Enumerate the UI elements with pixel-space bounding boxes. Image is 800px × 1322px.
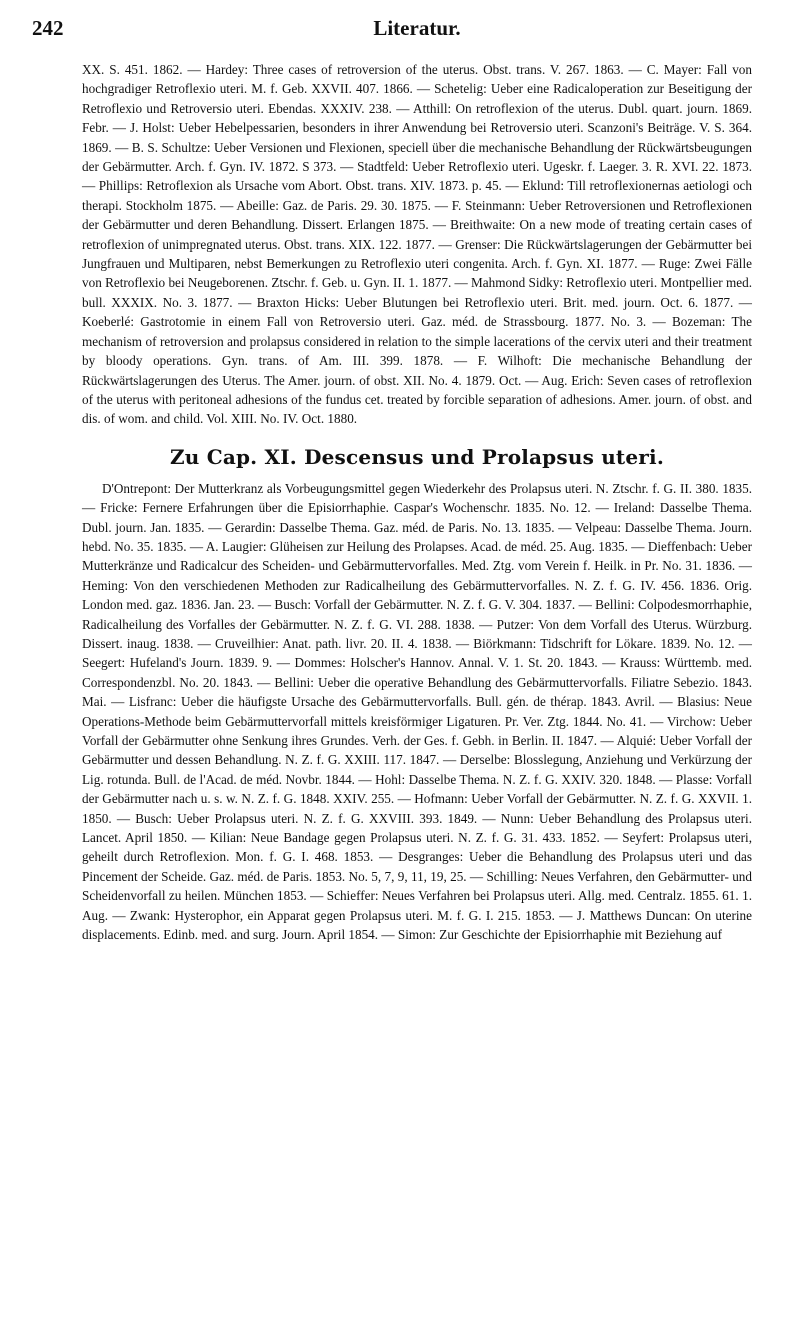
bibliography-before xyxy=(82,60,752,429)
running-head xyxy=(32,16,752,60)
running-title: Literatur. xyxy=(373,16,461,40)
bibliography-after xyxy=(82,479,752,945)
book-page xyxy=(32,16,752,944)
section-heading: Zu Cap. XI. Descensus und Prolapsus uteri. xyxy=(170,444,664,469)
bibliography-paragraph: XX. S. 451. 1862. — Hardey: Three cases of retroversion of the uterus. Obst. trans. V. 267. 1863. — C. Mayer: Fall von hochgradiger Retroflexio uteri. M. f. Geb. XXVII. 407. 1866. — Schetelig: Ueber eine Radicaloperation zur Beseitigung der Retroflexio und Retroversio uteri. Ebendas. XXXIV. 238. — Atthill: On retroflexion of the uterus. Dubl. quart. journ. 1869. Febr. — J. Holst: Ueber Hebelpessarien, besonders in ihrer Anwendung bei Retroversio uteri. Scanzoni's Beiträge. V. S. 364. 1869. — B. S. Schultze: Ueber Versionen und Flexionen, speciell über die mechanische Behandlung der Rückwärtsbeugungen der Gebärmutter. Arch. f. Gyn. IV. 1872. S 373. — Stadtfeld: Ueber Retroflexio uteri. Ugeskr. f. Laeger. 3. R. XVI. 22. 1873. — Phillips: Retroflexion als Ursache vom Abort. Obst. trans. XIV. 1873. p. 45. — Eklund: Till retroflexionernas aetiologi och therapi. Stockholm 1875. — Abeille: Gaz. de Paris. 29. 30. 1875. — F. Steinmann: Ueber Retroversionen und Retroflexionen der Gebärmutter und deren Behandlung. Dissert. Erlangen 1875. — Breithwaite: On a new mode of treating certain cases of retroflexion of unimpregnated uterus. Obst. trans. XIX. 122. 1877. — Grenser: Die Rückwärtslagerungen der Gebärmutter bei Jungfrauen und Multiparen, nebst Bemerkungen zu Retroflexio uteri congenita. Arch. f. Gyn. XI. 1877. — Ruge: Zwei Fälle von Retroflexio bei Neugeborenen. Ztschr. f. Geb. u. Gyn. II. 1. 1877. — Mahmond Sidky: Retroflexio uteri. Montpellier med. bull. XXXIX. No. 3. 1877. — Braxton Hicks: Ueber Blutungen bei Retroflexio uteri. Brit. med. journ. Oct. 6. 1877. — Koeberlé: Gastrotomie in einem Fall von Retroversio uteri. Gaz. méd. de Strassbourg. 1877. No. 3. — Bozeman: The mechanism of retroversion and prolapsus considered in relation to the simple lacerations of the cervix uteri and their treatment by bloody operations. Gyn. trans. of Am. III. 399. 1878. — F. Wilhoft: Die mechanische Behandlung der Rückwärtslagerungen des Uterus. The Amer. journ. of obst. XII. No. 4. 1879. Oct. — Aug. Erich: Seven cases of retroflexion of the uterus with peritoneal adhesions of the fundus cet. treated by forcible separation of adhesions. Amer. journ. of obst. and dis. of wom. and child. Vol. XIII. No. IV. Oct. 1880. xyxy=(82,62,752,427)
bibliography-paragraph: D'Ontrepont: Der Mutterkranz als Vorbeugungsmittel gegen Wiederkehr des Prolapsus uteri. N. Ztschr. f. G. II. 380. 1835. — Fricke: Fernere Erfahrungen über die Episiorrhaphie. Caspar's Wochenschr. 1835. No. 12. — Ireland: Dasselbe Thema. Dubl. journ. Jan. 1835. — Gerardin: Dasselbe Thema. Gaz. méd. de Paris. No. 13. 1835. — Velpeau: Dasselbe Thema. Journ. hebd. No. 35. 1835. — A. Laugier: Glüheisen zur Heilung des Prolapses. Acad. de méd. 25. Aug. 1835. — Dieffenbach: Ueber Mutterkränze und Radicalcur des Scheiden- und Gebärmuttervorfalles. Med. Ztg. vom Verein f. Heilk. in Pr. No. 31. 1836. — Heming: Von den verschiedenen Methoden zur Radicalheilung des Gebärmuttervorfalles. N. Z. f. G. IV. 456. 1836. Orig. London med. gaz. 1836. Jan. 23. — Busch: Vorfall der Gebärmutter. N. Z. f. G. V. 304. 1837. — Bellini: Colpodesmorrhaphie, Radicalheilung des Vorfalles der Gebärmutter. N. Z. f. G. VI. 288. 1838. — Putzer: Von dem Vorfall des Uterus. Würzburg. Dissert. inaug. 1838. — Cruveilhier: Anat. path. livr. 20. II. 4. 1838. — Biörkmann: Tidschrift for Lökare. 1839. No. 12. — Seegert: Hufeland's Journ. 1839. 9. — Dommes: Holscher's Hannov. Annal. V. 1. St. 20. 1843. — Krauss: Württemb. med. Correspondenzbl. No. 20. 1843. — Bellini: Ueber die operative Behandlung des Gebärmuttervorfalls. Filiatre Sebezio. 1843. Mai. — Lisfranc: Ueber die häufigste Ursache des Gebärmuttervorfalls. Bull. gén. de thérap. 1843. Avril. — Blasius: Neue Operations-Methode beim Gebärmuttervorfall mittels kreisförmiger Ligaturen. Pr. Ver. Ztg. 1844. No. 41. — Virchow: Ueber Vorfall der Gebärmutter ohne Senkung ihres Grundes. Verh. der Ges. f. Gebh. in Berlin. II. 1847. — Alquié: Ueber Vorfall der Gebärmutter und dessen Behandlung. N. Z. f. G. XXIII. 117. 1847. — Derselbe: Blosslegung, Anziehung und Verkürzung der Lig. rotunda. Bull. de l'Acad. de méd. Novbr. 1844. — Hohl: Dasselbe Thema. N. Z. f. G. XXIV. 320. 1848. — Plasse: Vorfall der Gebärmutter nach u. s. w. N. Z. f. G. 1848. XXIV. 255. — Hofmann: Ueber Vorfall der Gebärmutter. N. Z. f. G. XXVII. 1. 1850. — Busch: Ueber Prolapsus uteri. N. Z. f. G. XXVIII. 393. 1849. — Nunn: Ueber Behandlung des Prolapsus uteri. Lancet. April 1850. — Kilian: Neue Bandage gegen Prolapsus uteri. N. Z. f. G. 31. 433. 1852. — Seyfert: Prolapsus uteri, geheilt durch Retroflexion. Mon. f. G. I. 468. 1853. — Desgranges: Ueber die Behandlung des Prolapsus uteri und das Pincement der Scheide. Gaz. méd. de Paris. 1853. No. 5, 7, 9, 11, 19, 25. — Schilling: Neues Verfahren, den Gebärmutter- und Scheidenvorfall zu heilen. München 1853. — Schieffer: Neues Verfahren bei Prolapsus uteri. Allg. med. Centralz. 1855. 61. 1. Aug. — Zwank: Hysterophor, ein Apparat gegen Prolapsus uteri. M. f. G. I. 215. 1853. — J. Matthews Duncan: On uterine displacements. Edinb. med. and surg. Journ. April 1854. — Simon: Zur Geschichte der Episiorrhaphie mit Beziehung auf xyxy=(82,480,752,943)
page-number: 242 xyxy=(32,16,64,40)
